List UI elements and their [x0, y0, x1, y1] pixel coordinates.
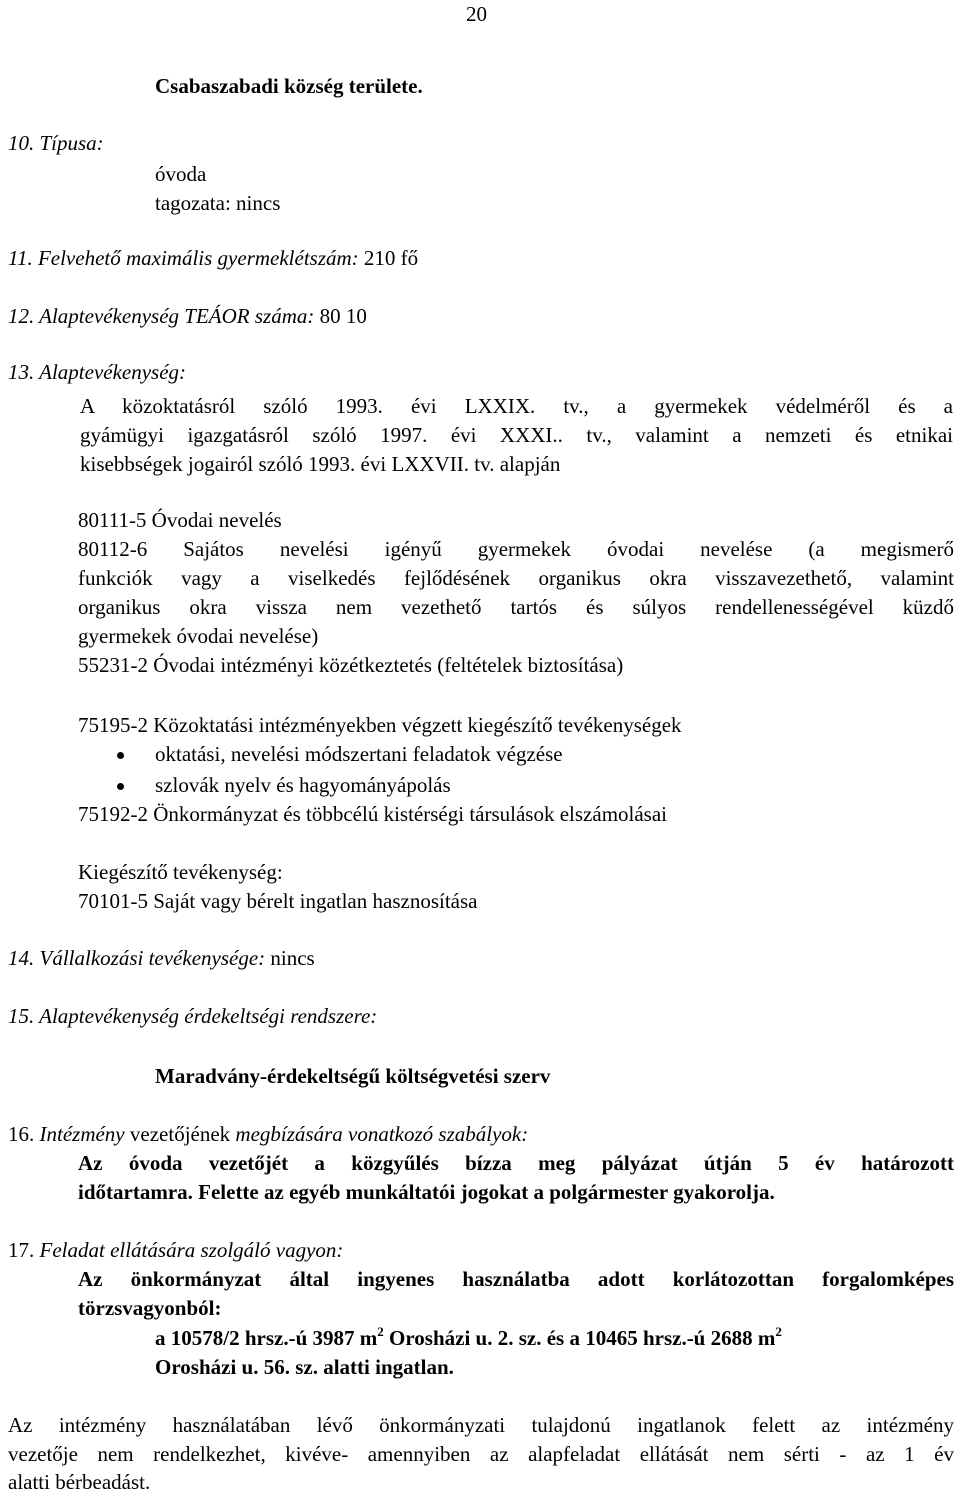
activity-80112-line-4: gyermekek óvodai nevelése): [78, 624, 319, 648]
bullet-icon: [117, 752, 124, 759]
section-14-label: 14. Vállalkozási tevékenysége:: [8, 946, 266, 970]
law-line-1: A közoktatásról szóló 1993. évi LXXIX. tv., a gyermekek védelméről és a: [80, 394, 953, 418]
activity-75195: 75195-2 Közoktatási intézményekben végzett kiegészítő tevékenységek: [78, 713, 682, 737]
supplementary-value: 70101-5 Saját vagy bérelt ingatlan hasznosítása: [78, 889, 478, 913]
property-b: Orosházi u. 2. sz. és a 10465 hrsz.-ú 2688 m: [383, 1326, 776, 1350]
section-11: [8, 246, 418, 270]
footer-line-2: vezetője nem rendelkezhet, kivéve- amennyiben az alapfeladat ellátását nem sérti - az 1 év: [8, 1442, 954, 1466]
property-line-1: [155, 1326, 954, 1350]
section-10-tagozat: tagozata: nincs: [155, 191, 281, 215]
section-16-line-2: időtartamra. Felette az egyéb munkáltatói jogokat a polgármester gyakorolja.: [78, 1180, 775, 1204]
footer-line-3: alatti bérbeadást.: [8, 1470, 151, 1494]
section-17-number: 17.: [8, 1238, 35, 1262]
activity-55231: 55231-2 Óvodai intézményi közétkeztetés (feltételek biztosítása): [78, 653, 624, 677]
section-17-label: [8, 1238, 343, 1262]
law-line-2: gyámügyi igazgatásról szóló 1997. évi XXXI.. tv., valamint a nemzeti és etnikai: [80, 423, 953, 447]
bullet-item-1: oktatási, nevelési módszertani feladatok végzése: [155, 742, 563, 766]
section-12-label: 12. Alaptevékenység TEÁOR száma:: [8, 304, 315, 328]
bullet-item-2: szlovák nyelv és hagyományápolás: [155, 773, 451, 797]
activity-80112-line-1: 80112-6 Sajátos nevelési igényű gyermekek óvodai nevelése (a megismerő: [78, 537, 954, 561]
section-10-label: 10. Típusa:: [8, 131, 104, 155]
superscript-2: 2: [775, 1324, 782, 1339]
activity-80111: 80111-5 Óvodai nevelés: [78, 508, 282, 532]
property-a: a 10578/2 hrsz.-ú 3987 m: [155, 1326, 378, 1350]
activity-75192: 75192-2 Önkormányzat és többcélú kistérségi társulások elszámolásai: [78, 802, 668, 826]
section-15-value: Maradvány-érdekeltségű költségvetési szerv: [155, 1064, 551, 1088]
section-10-type: óvoda: [155, 162, 207, 186]
section-16-label-a: Intézmény: [39, 1122, 125, 1146]
section-17-line-1: Az önkormányzat által ingyenes használatba adott korlátozottan forgalomképes: [78, 1267, 954, 1291]
section-16-label-b: vezetőjének: [129, 1122, 231, 1146]
section-11-value: 210 fő: [363, 246, 419, 270]
section-12-value: 80 10: [319, 304, 367, 328]
footer-line-1: Az intézmény használatában lévő önkormányzati tulajdonú ingatlanok felett az intézmény: [8, 1413, 954, 1437]
section-17-line-2: törzsvagyonból:: [78, 1296, 222, 1320]
top-line: Csabaszabadi község területe.: [155, 74, 423, 98]
section-15-label: 15. Alaptevékenység érdekeltségi rendszere:: [8, 1004, 378, 1028]
section-14-value: nincs: [270, 946, 315, 970]
section-13-label: 13. Alaptevékenység:: [8, 360, 187, 384]
bullet-icon: [117, 783, 124, 790]
section-14: [8, 946, 315, 970]
section-16-label: [8, 1122, 528, 1146]
section-17-label-text: Feladat ellátására szolgáló vagyon:: [39, 1238, 344, 1262]
property-line-2: Orosházi u. 56. sz. alatti ingatlan.: [155, 1355, 454, 1379]
activity-80112-line-3: organikus okra vissza nem vezethető tartós és súlyos rendellenességével küzdő: [78, 595, 954, 619]
section-12: [8, 304, 367, 328]
law-line-3: kisebbségek jogairól szóló 1993. évi LXXVII. tv. alapján: [80, 452, 561, 476]
section-11-label: 11. Felvehető maximális gyermeklétszám:: [8, 246, 359, 270]
supplementary-label: Kiegészítő tevékenység:: [78, 860, 283, 884]
section-16-label-c: megbízására vonatkozó szabályok:: [235, 1122, 529, 1146]
superscript-1: 2: [377, 1324, 384, 1339]
section-16-line-1: Az óvoda vezetőjét a közgyűlés bízza meg pályázat útján 5 év határozott: [78, 1151, 954, 1175]
section-16-number: 16.: [8, 1122, 35, 1146]
page-number: 20: [466, 2, 487, 26]
activity-80112-line-2: funkciók vagy a viselkedés fejlődésének organikus okra visszavezethető, valamint: [78, 566, 954, 590]
